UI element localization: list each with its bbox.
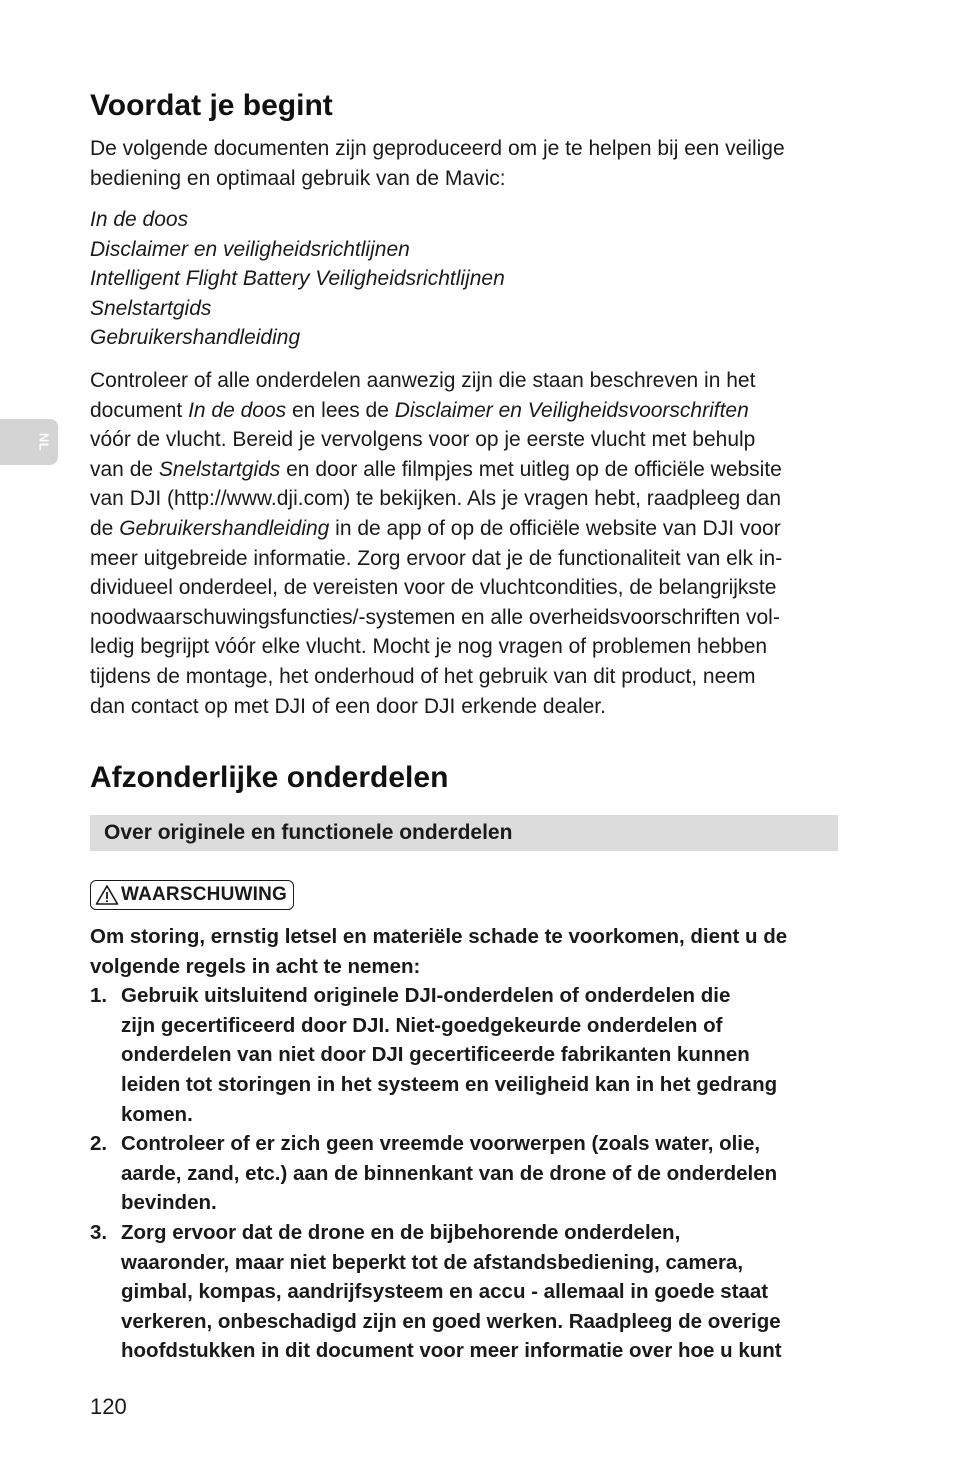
document-item: Gebruikershandleiding [90, 326, 301, 350]
warning-badge [90, 880, 294, 910]
document-list [90, 205, 840, 353]
list-item-number: 3. [90, 1220, 108, 1244]
list-item-line: hoofdstukken in dit document voor meer informatie over hoe u kunt [121, 1339, 782, 1363]
list-item-line: Gebruik uitsluitend originele DJI-onderdelen of onderdelen die [121, 984, 731, 1008]
list-item-number: 1. [90, 984, 108, 1008]
list-item [90, 1129, 840, 1218]
list-item-line: onderdelen van niet door DJI gecertificeerde fabrikanten kunnen [121, 1043, 750, 1067]
body-line: meer uitgebreide informatie. Zorg ervoor dat je de functionaliteit van elk in- [90, 546, 783, 570]
list-item-line: Controleer of er zich geen vreemde voorwerpen (zoals water, olie, [121, 1132, 761, 1156]
rules-lead-line: Om storing, ernstig letsel en materiële schade te voorkomen, dient u de [90, 925, 788, 948]
body-line: document In de doos en lees de Disclaimer en Veiligheidsvoorschriften [90, 398, 749, 422]
body-line: tijdens de montage, het onderhoud of het gebruik van dit product, neem [90, 664, 756, 688]
list-item-number: 2. [90, 1132, 108, 1156]
rules-list [90, 981, 840, 1366]
section-title-before-you-start: Voordat je begint [90, 89, 333, 122]
language-tab [0, 419, 58, 465]
body-line: dan contact op met DJI of een door DJI erkende dealer. [90, 694, 606, 718]
list-item-line: waaronder, maar niet beperkt tot de afstandsbediening, camera, [121, 1250, 744, 1274]
document-item: In de doos [90, 208, 189, 231]
list-item-line: komen. [121, 1102, 193, 1126]
body-line: ledig begrijpt vóór elke vlucht. Mocht je nog vragen of problemen hebben [90, 635, 768, 659]
list-item-line: zijn gecertificeerd door DJI. Niet-goedgekeurde onderdelen of [121, 1013, 723, 1037]
rules-lead-line: volgende regels in acht te nemen: [90, 954, 421, 978]
body-paragraph [90, 366, 840, 721]
language-tab-label: NL [36, 432, 52, 452]
warning-rules [90, 922, 840, 1366]
doc-reference: In de doos [188, 398, 287, 422]
subheading-bar [90, 815, 838, 851]
doc-reference: Snelstartgids [158, 457, 281, 481]
body-line: Controleer of alle onderdelen aanwezig zijn die staan beschreven in het [90, 369, 756, 392]
list-item-line: leiden tot storingen in het systeem en veiligheid kan in het gedrang [121, 1072, 778, 1096]
list-item [90, 981, 840, 1129]
list-item-line: gimbal, kompas, aandrijfsysteem en accu - allemaal in goede staat [121, 1280, 769, 1304]
subheading-text: Over originele en functionele onderdelen [104, 821, 513, 844]
document-item: Intelligent Flight Battery Veiligheidsrichtlijnen [90, 267, 505, 291]
list-item [90, 1218, 840, 1366]
list-item-line: Zorg ervoor dat de drone en de bijbehorende onderdelen, [121, 1220, 681, 1244]
page-number: 120 [90, 1394, 127, 1419]
list-item-line: verkeren, onbeschadigd zijn en goed werken. Raadpleeg de overige [121, 1309, 781, 1333]
document-item: Snelstartgids [90, 296, 212, 320]
body-line: van DJI (http://www.dji.com) te bekijken. Als je vragen hebt, raadpleeg dan [90, 487, 782, 511]
body-line: de Gebruikershandleiding in de app of op de officiële website van DJI voor [90, 516, 781, 540]
warning-triangle-icon [95, 884, 119, 906]
list-item-line: bevinden. [121, 1191, 217, 1215]
body-line: van de Snelstartgids en door alle filmpjes met uitleg op de officiële website [90, 457, 782, 481]
section-title-parts: Afzonderlijke onderdelen [90, 761, 449, 794]
document-item: Disclaimer en veiligheidsrichtlijnen [90, 237, 410, 261]
doc-reference: Disclaimer en Veiligheidsvoorschriften [394, 398, 749, 422]
warning-label: WAARSCHUWING [121, 884, 287, 905]
body-line: dividueel onderdeel, de vereisten voor de vluchtcondities, de belangrijkste [90, 576, 777, 600]
body-line: noodwaarschuwingsfuncties/-systemen en alle overheidsvoorschriften vol- [90, 605, 780, 629]
intro-paragraph: De volgende documenten zijn geproduceerd om je te helpen bij een veilige bediening en optimaal gebruik van de Mavic: [90, 137, 785, 190]
list-item-line: aarde, zand, etc.) aan de binnenkant van de drone of de onderdelen [121, 1161, 778, 1185]
doc-reference: Gebruikershandleiding [119, 516, 330, 540]
body-line: vóór de vlucht. Bereid je vervolgens voor op je eerste vlucht met behulp [90, 428, 756, 452]
